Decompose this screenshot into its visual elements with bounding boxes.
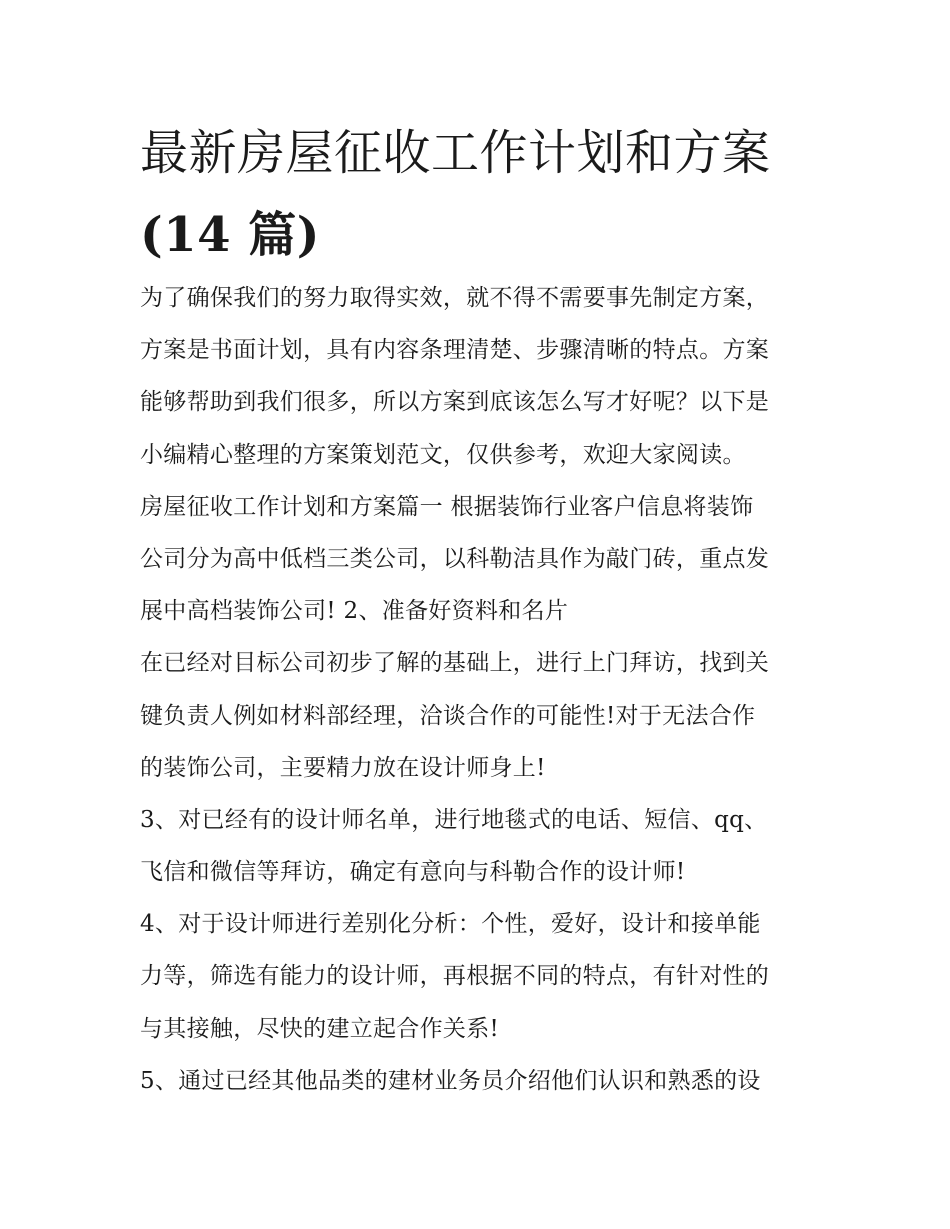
body-line: 飞信和微信等拜访，确定有意向与科勒合作的设计师! xyxy=(140,859,686,886)
document-body xyxy=(140,272,830,1107)
body-line: 房屋征收工作计划和方案篇一 根据装饰行业客户信息将装饰 xyxy=(140,493,754,520)
body-line: 5、通过已经其他品类的建材业务员介绍他们认识和熟悉的设 xyxy=(140,1067,761,1094)
body-line: 的装饰公司，主要精力放在设计师身上! xyxy=(140,754,546,781)
body-line: 小编精心整理的方案策划范文，仅供参考，欢迎大家阅读。 xyxy=(140,441,746,468)
title-line-2: (14 篇) xyxy=(140,207,320,263)
title-line-1: 最新房屋征收工作计划和方案 xyxy=(140,125,771,181)
body-line: 展中高档装饰公司! 2、准备好资料和名片 xyxy=(140,598,569,625)
body-line: 公司分为高中低档三类公司，以科勒洁具作为敲门砖，重点发 xyxy=(140,545,770,572)
body-line: 力等，筛选有能力的设计师，再根据不同的特点，有针对性的 xyxy=(140,963,770,990)
body-line: 与其接触，尽快的建立起合作关系! xyxy=(140,1015,500,1042)
body-line: 3、对已经有的设计师名单，进行地毯式的电话、短信、qq、 xyxy=(140,806,768,833)
body-line: 为了确保我们的努力取得实效，就不得不需要事先制定方案， xyxy=(140,285,770,311)
document-title xyxy=(140,112,820,276)
body-line: 4、对于设计师进行差别化分析：个性，爱好，设计和接单能 xyxy=(140,911,761,938)
body-line: 在已经对目标公司初步了解的基础上，进行上门拜访，找到关 xyxy=(140,650,770,677)
body-line: 键负责人例如材料部经理，洽谈合作的可能性!对于无法合作 xyxy=(140,702,756,729)
body-line: 能够帮助到我们很多，所以方案到底该怎么写才好呢？以下是 xyxy=(140,389,770,416)
body-line: 方案是书面计划，具有内容条理清楚、步骤清晰的特点。方案 xyxy=(140,337,770,364)
